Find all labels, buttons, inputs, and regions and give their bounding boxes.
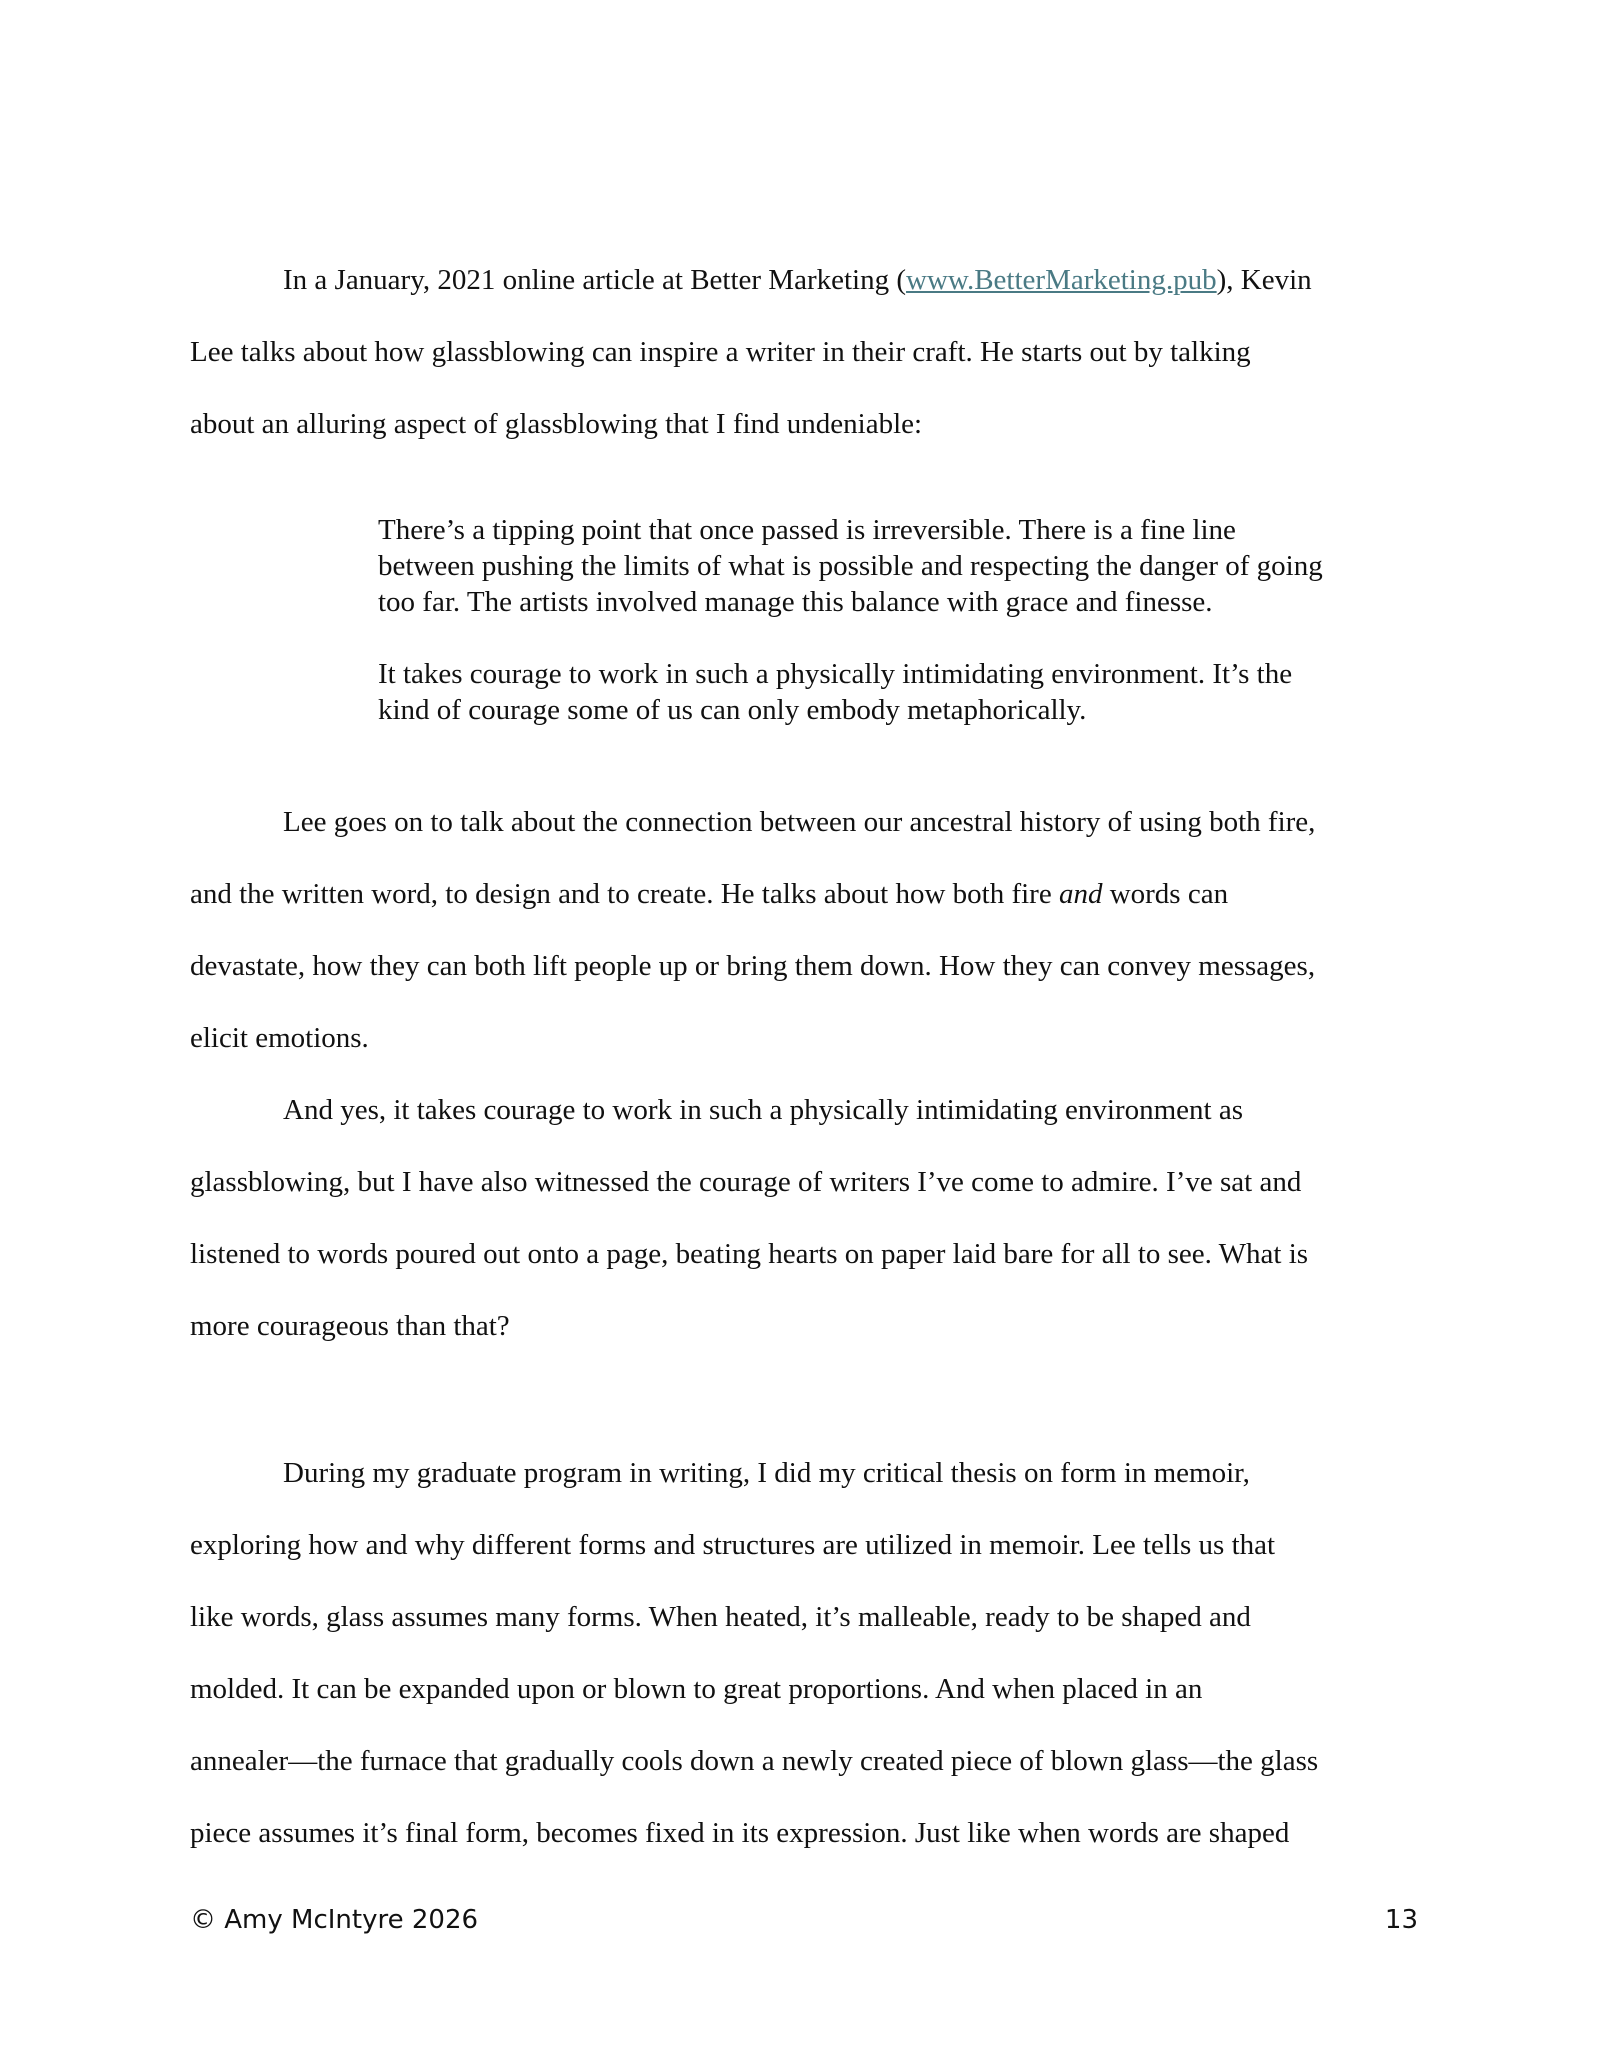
block-quote-1 (378, 512, 1418, 620)
paragraph-1-line-2: Lee talks about how glassblowing can inspire a writer in their craft. He starts out by talking (190, 336, 1251, 368)
page-footer (190, 1905, 1418, 1935)
quote-1-line-1: There’s a tipping point that once passed is irreversible. There is a fine line (378, 514, 1236, 546)
quote-2-line-2: kind of courage some of us can only embody metaphorically. (378, 694, 1087, 726)
paragraph-2 (190, 786, 1420, 1074)
paragraph-3-line-2: glassblowing, but I have also witnessed the courage of writers I’ve come to admire. I’ve sat and (190, 1166, 1302, 1198)
paragraph-2-line-3: devastate, how they can both lift people up or bring them down. How they can convey messages, (190, 950, 1316, 982)
paragraph-1-text-after-link: ), Kevin (1216, 264, 1312, 296)
paragraph-4-line-4: molded. It can be expanded upon or blown to great proportions. And when placed in an (190, 1673, 1203, 1705)
paragraph-2-text-before-em: and the written word, to design and to create. He talks about how both fire (190, 878, 1059, 910)
paragraph-2-line-2 (190, 858, 1420, 930)
paragraph-1 (190, 244, 1420, 460)
block-quote-2 (378, 656, 1418, 728)
quote-1-line-3: too far. The artists involved manage this balance with grace and finesse. (378, 586, 1213, 618)
paragraph-4-line-3: like words, glass assumes many forms. When heated, it’s malleable, ready to be shaped and (190, 1601, 1251, 1633)
paragraph-2-line-1: Lee goes on to talk about the connection between our ancestral history of using both fire, (283, 806, 1316, 838)
paragraph-4-line-1: During my graduate program in writing, I did my critical thesis on form in memoir, (283, 1457, 1250, 1489)
page-number: 13 (1384, 1905, 1418, 1935)
paragraph-1-line-1 (190, 244, 1420, 316)
paragraph-3-line-4: more courageous than that? (190, 1310, 510, 1342)
paragraph-3-line-3: listened to words poured out onto a page, beating hearts on paper laid bare for all to see. What is (190, 1238, 1309, 1270)
copyright-notice: © Amy McIntyre 2026 (190, 1905, 479, 1935)
paragraph-4-line-2: exploring how and why different forms and structures are utilized in memoir. Lee tells us that (190, 1529, 1276, 1561)
paragraph-3 (190, 1074, 1420, 1362)
paragraph-4-line-6: piece assumes it’s final form, becomes fixed in its expression. Just like when words are shaped (190, 1817, 1290, 1849)
quote-2-line-1: It takes courage to work in such a physically intimidating environment. It’s the (378, 658, 1293, 690)
paragraph-4-line-5: annealer—the furnace that gradually cools down a newly created piece of blown glass—the glass (190, 1745, 1319, 1777)
paragraph-1-text-before-link: In a January, 2021 online article at Better Marketing ( (283, 264, 907, 296)
paragraph-2-text-after-em: words can (1102, 878, 1229, 910)
better-marketing-link[interactable]: www.BetterMarketing.pub (906, 264, 1217, 296)
quote-1-line-2: between pushing the limits of what is possible and respecting the danger of going (378, 550, 1323, 582)
emphasis-and: and (1058, 878, 1103, 910)
paragraph-2-line-4: elicit emotions. (190, 1022, 369, 1054)
paragraph-4 (190, 1437, 1420, 1869)
paragraph-3-line-1: And yes, it takes courage to work in such a physically intimidating environment as (283, 1094, 1244, 1126)
paragraph-1-line-3: about an alluring aspect of glassblowing that I find undeniable: (190, 408, 923, 440)
